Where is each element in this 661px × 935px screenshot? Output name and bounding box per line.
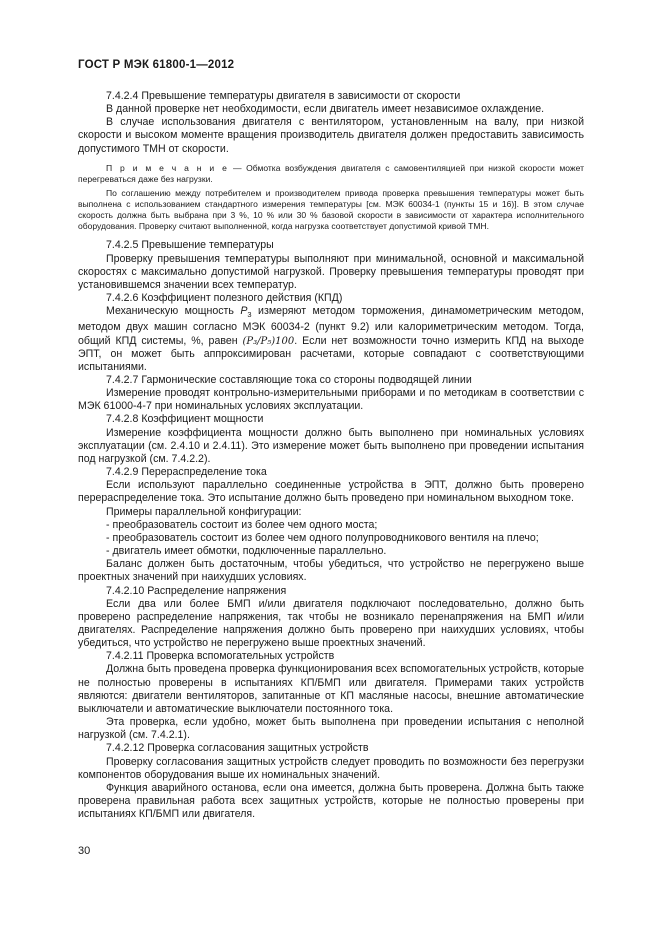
text-run: . Если нет возможности точно измерить КПД на выходе ЭПТ, он может быть аппроксимирован расчетами, которые совпадают с соответствующими испытаниями.: [78, 334, 585, 373]
section-heading-7-4-2-6: 7.4.2.6 Коэффициент полезного действия (КПД): [106, 291, 343, 304]
section-heading-7-4-2-4: 7.4.2.4 Превышение температуры двигателя в зависимости от скорости: [106, 90, 461, 102]
paragraph: Проверку согласования защитных устройств следует проводить по возможности без перегрузки компонентов оборудования выше их номинальных значений.: [78, 755, 584, 781]
section-heading-7-4-2-5: 7.4.2.5 Превышение температуры: [106, 239, 274, 252]
list-item: - преобразователь состоит из более чем одного моста;: [106, 518, 378, 531]
paragraph: В случае использования двигателя с вентилятором, установленным на валу, при низкой скорости и высоком моменте вращения производитель двигателя должен предоставить зависимость допустимого ТМН от скорости.: [78, 116, 584, 155]
efficiency-formula: (P₃/P₅)100: [242, 335, 295, 347]
paragraph: [78, 305, 584, 374]
section-heading-7-4-2-8: 7.4.2.8 Коэффициент мощности: [106, 413, 264, 426]
note-paragraph: По соглашению между потребителем и производителем привода проверка превышения температуры может быть выполнена с использованием стандартного измерения температуры [см. МЭК 60034-1 (пункты 15 и 16)]. В этом случае скорость должна быть выбрана при 3 %, 10 % или 30 % базовой скорости в зависимости от характера исполнительного оборудования. Проверку считают выполненной, когда нагрузка соответствует допустимой кривой ТМН.: [78, 187, 584, 232]
section-heading-7-4-2-11: 7.4.2.11 Проверка вспомогательных устройств: [106, 650, 335, 663]
paragraph: Эта проверка, если удобно, может быть выполнена при проведении испытания с неполной нагрузкой (см. 7.4.2.1).: [78, 716, 584, 742]
section-heading-7-4-2-9: 7.4.2.9 Перераспределение тока: [106, 466, 267, 479]
paragraph: Если используют параллельно соединенные устройства в ЭПТ, должно быть проверено перераспределение тока. Это испытание должно быть проведено при номинальном выходном токе.: [78, 479, 584, 505]
paragraph: Примеры параллельной конфигурации:: [106, 505, 302, 518]
paragraph: Измерение проводят контрольно-измерительными приборами и по методикам в соответствии с МЭК 61000-4-7 при номинальных условиях эксплуатации.: [78, 387, 584, 413]
paragraph: В данной проверке нет необходимости, если двигатель имеет независимое охлаждение.: [106, 103, 545, 116]
text-run: измеряют методом торможения, динамометрическим методом, методом двух машин согласно МЭК 60034-2 (пункт 9.2) или калориметрическим методом. Тогда, общий КПД системы, %, равен: [78, 305, 584, 347]
variable-p: P: [240, 305, 248, 318]
note-label: П р и м е ч а н и е: [106, 162, 229, 173]
section-heading-7-4-2-10: 7.4.2.10 Распределение напряжения: [106, 584, 287, 597]
document-body: [78, 90, 584, 821]
paragraph: Если два или более БМП и/или двигателя подключают последовательно, должно быть проверено распределение напряжения, так чтобы не возникало перенапряжения на БМП и/или двигателях. Распределение напряжения должно быть проверено при наихудших условиях, чтобы убедиться, что устройство не перегружено выше проектных значений.: [78, 597, 584, 650]
page-number: 30: [78, 845, 91, 857]
paragraph: Проверку превышения температуры выполняют при минимальной, основной и максимальной скоростях с максимально допустимой нагрузкой. Проверку превышения температуры проводят при установившемся значении всех температур.: [78, 252, 584, 291]
paragraph: Баланс должен быть достаточным, чтобы убедиться, что устройство не перегружено выше проектных значений при наихудших условиях.: [78, 558, 584, 584]
section-heading-7-4-2-7: 7.4.2.7 Гармонические составляющие тока со стороны подводящей линии: [106, 374, 472, 387]
section-heading-7-4-2-12: 7.4.2.12 Проверка согласования защитных устройств: [106, 742, 369, 755]
paragraph: Должна быть проведена проверка функционирования всех вспомогательных устройств, которые не полностью проверены в испытаниях КП/БМП или двигателя. Примерами таких устройств являются: двигатели вентиляторов, запитанные от КП масляные насосы, внешние автоматические выключатели и автоматические выключатели постоянного тока.: [78, 663, 584, 715]
paragraph: Функция аварийного останова, если она имеется, должна быть проверена. Должна быть также проверена правильная работа всех защитных устройств, которые не полностью проверены при испытаниях КП/БМП или двигателя.: [78, 781, 584, 821]
note-text: — Обмотка возбуждения двигателя с самовентиляцией при низкой скорости может перегреваться даже без нагрузки.: [78, 162, 584, 184]
paragraph: Измерение коэффициента мощности должно быть выполнено при номинальных условиях эксплуатации (см. 2.4.10 и 2.4.11). Это измерение может быть выполнено при проведении испытания под нагрузкой (см. 7.4.2.2).: [78, 426, 584, 465]
variable-subscript: 3: [247, 310, 252, 320]
document-header: ГОСТ Р МЭК 61800-1—2012: [78, 59, 235, 71]
list-item: - двигатель имеет обмотки, подключенные параллельно.: [106, 545, 387, 558]
note: [78, 163, 584, 185]
text-run: Механическую мощность: [106, 305, 241, 318]
list-item: - преобразователь состоит из более чем одного полупроводникового вентиля на плечо;: [106, 531, 539, 544]
